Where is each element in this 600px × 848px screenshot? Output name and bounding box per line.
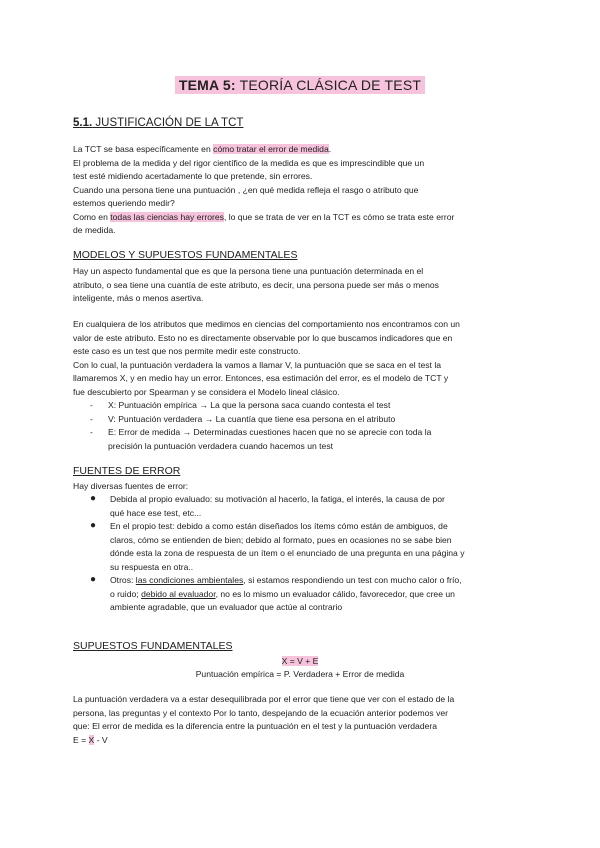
list-item: ● En el propio test: debido a como están diseñados los ítems cómo están de ambiguos, de claros, cómo se entienden de bien; debido al formato, pues en ocasiones no se sabe bien dónde esta la zona de respuesta de un ítem o el enunciado de una pregunta en una página y su respuesta en otra.. [90, 520, 465, 572]
list-item: ● Debida al propio evaluado: su motivación al hacerlo, la fatiga, el interés, la causa de por qué hace ese test, etc... [90, 493, 445, 518]
list-item: - E: Error de medida → Determinadas cuestiones hacen que no se aprecie con toda la precisión la puntuación verdadera cuando hacemos un test [90, 427, 432, 451]
underline-evaluador: debido al evaluador [141, 588, 216, 599]
modelos-heading: MODELOS Y SUPUESTOS FUNDAMENTALES [73, 249, 298, 261]
formula [0, 655, 600, 668]
list-item: ● Otros: las condiciones ambientales, si estamos respondiendo un test con mucho calor o frío, o ruido; debido al evaluador, no es lo mismo un evaluador cálido, favorecedor, que cree un ambiente agradable, que un evaluador que actúe al contrario [90, 574, 462, 612]
highlight-error-medida: cómo tratar el error de medida [213, 144, 329, 154]
formula-description: Puntuación empírica = P. Verdadera + Error de medida [195, 669, 405, 679]
fuentes-bullet-list [90, 493, 530, 615]
bullet-icon: ● [90, 493, 97, 504]
section-number: 5.1. [73, 117, 93, 129]
formula-text: X = V + E [281, 656, 319, 666]
section-label: JUSTIFICACIÓN DE LA TCT [92, 117, 244, 129]
list-item: - V: Puntuación verdadera → La cuantía que tiene esa persona en el atributo [90, 413, 396, 424]
supuestos-heading: SUPUESTOS FUNDAMENTALES [73, 640, 233, 652]
highlight-x: X [88, 734, 95, 745]
bullet-icon: ● [90, 574, 97, 585]
modelos-paragraph-2: En cualquiera de los atributos que medimos en ciencias del comportamiento nos encontramos con un valor de este atributo. Esto no es directamente observable por lo que buscamos indicadores que en este caso es un test que nos permite medir este constructo. Con lo cual, la puntuación verdadera la vamos a llamar V, la puntuación que se saca en el test la llamaremos X, y en medio hay un error. Entonces, esa estimación del error, es el modelo de TCT y fue descubierto por Spearman y se considera el Modelo lineal clásico. [73, 319, 460, 397]
fuentes-intro: Hay diversas fuentes de error: [73, 481, 189, 491]
modelos-dash-list [90, 399, 530, 453]
section-5-1-heading [73, 117, 243, 129]
title-text: TEORÍA CLÁSICA DE TEST [235, 77, 422, 93]
title-number: TEMA 5: [178, 77, 236, 93]
list-item: - X: Puntuación empírica → La que la persona saca cuando contesta el test [90, 400, 391, 410]
justification-paragraph: La TCT se basa específicamente en cómo tratar el error de medida. El problema de la medida y del rigor científico de la medida es que es imprescindible que un test esté midiendo acertadamente lo que pretende, sin errores. Cuando una persona tiene una puntuación , ¿en qué medida refleja el rasgo o atributo que estemos queriendo medir? Como en todas las ciencias hay errores, lo que se trata de ver en la TCT es cómo se trata este error de medida. [73, 144, 455, 235]
supuestos-paragraph: La puntuación verdadera va a estar desequilibrada por el error que tiene que ver con el estado de la persona, las preguntas y el contexto Por lo tanto, despejando de la ecuación anterior podemos ver que: El error de medida es la diferencia entre la puntuación en el test y la puntuación verdadera E = X - V [73, 694, 455, 745]
underline-condiciones: las condiciones ambientales [135, 575, 244, 585]
highlight-ciencias-errores: todas las ciencias hay errores [110, 211, 224, 222]
document-title [0, 77, 600, 95]
bullet-icon: ● [90, 520, 97, 531]
fuentes-heading: FUENTES DE ERROR [73, 465, 181, 477]
modelos-paragraph-1: Hay un aspecto fundamental que es que la persona tiene una puntuación determinada en el atributo, o sea tiene una cuantía de este atributo, es decir, una persona puede ser más o menos inteligente, más o menos asertiva. [73, 266, 439, 303]
